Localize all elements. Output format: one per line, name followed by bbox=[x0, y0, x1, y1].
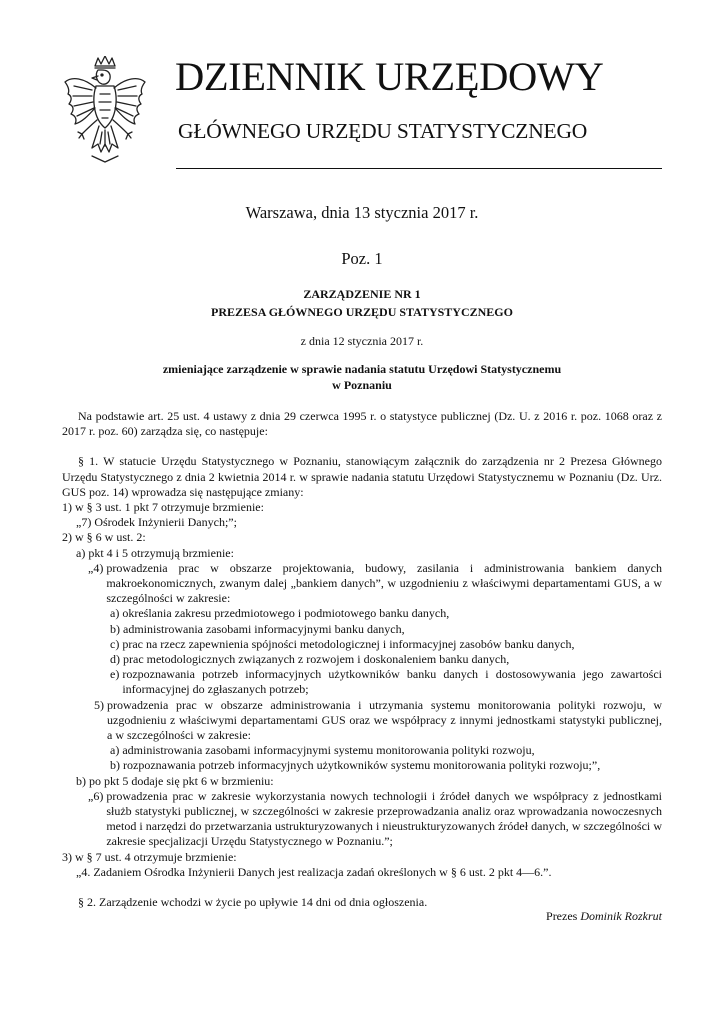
journal-title: DZIENNIK URZĘDOWY bbox=[175, 54, 604, 99]
item-label: 5) bbox=[94, 697, 107, 712]
paragraph-1-intro: § 1. W statucie Urzędu Statystycznego w Poznaniu, stanowiącym załącznik do zarządzenia nr 2 Prezesa Głównego Urzędu Statystycznego z dnia 2 kwietnia 2014 r. w sprawie nadania statutu Urzędowi Statystycznemu w Poznaniu (Dz. Urz. GUS poz. 14) wprowadza się następujące zmiany: bbox=[62, 454, 662, 499]
sub-item-text: prac na rzecz zapewnienia spójności metodologicznej i informacyjnej zasobów banku danych, bbox=[122, 636, 575, 651]
item-label: „4) bbox=[88, 560, 107, 575]
act-subject bbox=[62, 361, 662, 393]
sub-item-text: rozpoznawania potrzeb informacyjnych użytkowników banku danych i dostosowywania jego zawartości informacyjnej do zgłaszanych potrzeb; bbox=[122, 667, 662, 697]
sub-item: b) administrowania zasobami informacyjnymi banku danych, bbox=[62, 622, 662, 637]
point-2: 2) w § 6 w ust. 2: bbox=[62, 530, 146, 545]
sub-item-text: administrowania zasobami informacyjnymi systemu monitorowania polityki rozwoju, bbox=[122, 743, 535, 758]
item-text: prowadzenia prac w zakresie wykorzystania nowych technologii i źródeł danych we współpracy z jednostkami służb statystyki publicznej, w szczególności w zakresie przeprowadzania analiz oraz wprowadzania nowoczesnych metod i narzędzi do przetwarzania ustrukturyzowanych i nieustrukturyzowanych źródeł danych, w szczególności w zakresie specjalizacji Urzędu Statystycznego w Poznaniu.”; bbox=[106, 788, 662, 849]
sub-item: c) prac na rzecz zapewnienia spójności metodologicznej i informacyjnej zasobów banku danych, bbox=[62, 637, 662, 652]
point-1-quote: „7) Ośrodek Inżynierii Danych;”; bbox=[76, 515, 237, 530]
point-2b: b) po pkt 5 dodaje się pkt 6 w brzmieniu: bbox=[76, 773, 274, 788]
place-and-date: Warszawa, dnia 13 stycznia 2017 r. bbox=[245, 203, 479, 222]
sub-item: d) prac metodologicznych związanych z rozwojem i doskonaleniem banku danych, bbox=[62, 652, 662, 667]
sub-item: a) określania zakresu przedmiotowego i podmiotowego banku danych, bbox=[62, 606, 662, 621]
sub-item: b) rozpoznawania potrzeb informacyjnych użytkowników systemu monitorowania polityki rozwoju;”, bbox=[62, 758, 662, 773]
position-number: Poz. 1 bbox=[341, 249, 383, 268]
item-text: prowadzenia prac w obszarze administrowania i utrzymania systemu monitorowania polityki rozwoju, w uzgodnieniu z właściwymi departamentami GUS oraz we współpracy z innymi jednostkami statystyki publicznej, a w szczególności w zakresie: bbox=[107, 697, 662, 743]
paragraph-2: § 2. Zarządzenie wchodzi w życie po upływie 14 dni od dnia ogłoszenia. bbox=[78, 895, 428, 910]
quoted-item-5 bbox=[62, 698, 662, 744]
sub-item-text: określania zakresu przedmiotowego i podmiotowego banku danych, bbox=[122, 606, 450, 621]
act-date: z dnia 12 stycznia 2017 r. bbox=[300, 334, 424, 348]
sub-item-text: administrowania zasobami informacyjnymi banku danych, bbox=[123, 621, 405, 636]
sub-item: a) administrowania zasobami informacyjnymi systemu monitorowania polityki rozwoju, bbox=[62, 743, 662, 758]
point-2a: a) pkt 4 i 5 otrzymują brzmienie: bbox=[76, 545, 234, 560]
quoted-item-6 bbox=[62, 789, 662, 850]
point-1: 1) w § 3 ust. 1 pkt 7 otrzymuje brzmienie: bbox=[62, 500, 264, 515]
document-body bbox=[62, 409, 662, 910]
act-subject-line: zmieniające zarządzenie w sprawie nadania statutu Urzędowi Statystycznemu bbox=[162, 362, 562, 376]
sub-item-text: rozpoznawania potrzeb informacyjnych użytkowników systemu monitorowania polityki rozwoju;”, bbox=[123, 758, 601, 773]
item-label: „6) bbox=[88, 788, 107, 803]
point-3-quote: „4. Zadaniem Ośrodka Inżynierii Danych jest realizacja zadań określonych w § 6 ust. 2 pkt 4—6.”. bbox=[76, 864, 552, 879]
act-type: ZARZĄDZENIE NR 1 bbox=[303, 287, 421, 301]
quoted-item-4 bbox=[62, 561, 662, 607]
journal-subtitle: GŁÓWNEGO URZĘDU STATYSTYCZNEGO bbox=[178, 119, 588, 143]
signature-name: Dominik Rozkrut bbox=[580, 909, 662, 923]
polish-eagle-emblem bbox=[62, 56, 148, 168]
signature bbox=[62, 908, 662, 924]
item-text: prowadzenia prac w obszarze projektowania, budowy, zasilania i administrowania bankiem danych makroekonomicznych, zwanym dalej „bankiem danych”, w uzgodnieniu z właściwymi departamentami GUS, a w szczególności w zakresie: bbox=[106, 560, 662, 606]
point-3: 3) w § 7 ust. 4 otrzymuje brzmienie: bbox=[62, 849, 237, 864]
preamble: Na podstawie art. 25 ust. 4 ustawy z dnia 29 czerwca 1995 r. o statystyce publicznej (Dz. U. z 2016 r. poz. 1068 oraz z 2017 r. poz. 60) zarządza się, co następuje: bbox=[62, 409, 662, 439]
masthead-divider bbox=[176, 168, 662, 169]
act-subject-line: w Poznaniu bbox=[332, 378, 392, 392]
signature-role: Prezes bbox=[546, 909, 581, 923]
sub-item: e) rozpoznawania potrzeb informacyjnych użytkowników banku danych i dostosowywania jego zawartości informacyjnej do zgłaszanych potrzeb; bbox=[110, 667, 662, 697]
act-issuer: PREZESA GŁÓWNEGO URZĘDU STATYSTYCZNEGO bbox=[211, 305, 513, 319]
sub-item-text: prac metodologicznych związanych z rozwojem i doskonaleniem banku danych, bbox=[123, 652, 510, 667]
